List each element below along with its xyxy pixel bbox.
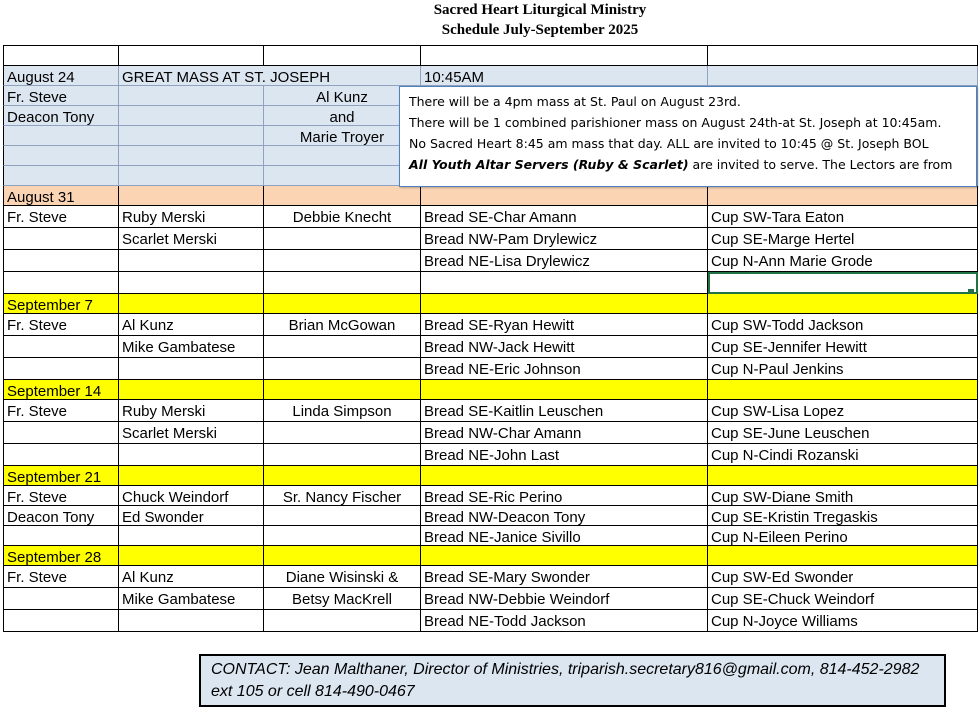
cup-cell[interactable]: Cup N-Paul Jenkins xyxy=(708,358,978,380)
note-emphasis: All Youth Altar Servers (Ruby & Scarlet) xyxy=(409,157,689,172)
table-row xyxy=(3,486,978,506)
cell[interactable] xyxy=(708,466,978,486)
table-row xyxy=(3,526,978,546)
table-row xyxy=(3,314,978,336)
cell[interactable] xyxy=(119,294,264,314)
cell[interactable] xyxy=(264,186,421,206)
table-row xyxy=(3,250,978,272)
server-cell[interactable]: Ed Swonder xyxy=(119,506,264,526)
lector-cell[interactable]: Debbie Knecht xyxy=(264,206,421,228)
bread-cell[interactable]: Bread NW-Deacon Tony xyxy=(421,506,708,526)
table-row xyxy=(3,422,978,444)
priest-cell[interactable]: Fr. Steve xyxy=(3,400,119,422)
cell[interactable] xyxy=(421,45,708,66)
cell[interactable] xyxy=(119,146,264,166)
bread-cell[interactable]: Bread NE-Todd Jackson xyxy=(421,610,708,632)
server-cell[interactable] xyxy=(119,610,264,632)
cell[interactable] xyxy=(264,546,421,566)
bread-cell[interactable]: Bread SE-Kaitlin Leuschen xyxy=(421,400,708,422)
cell[interactable] xyxy=(119,546,264,566)
cell[interactable] xyxy=(264,146,421,166)
server-cell[interactable]: Ruby Merski xyxy=(119,400,264,422)
priest-cell[interactable] xyxy=(3,444,119,466)
cup-cell[interactable]: Cup SW-Todd Jackson xyxy=(708,314,978,336)
cell[interactable] xyxy=(421,380,708,400)
server-cell[interactable] xyxy=(119,444,264,466)
cell[interactable] xyxy=(119,166,264,186)
cup-cell[interactable]: Cup N-Ann Marie Grode xyxy=(708,250,978,272)
priest-cell[interactable] xyxy=(3,526,119,546)
bread-cell[interactable]: Bread SE-Ric Perino xyxy=(421,486,708,506)
note-line-rest: are invited to serve. The Lectors are from xyxy=(688,157,953,172)
cell[interactable] xyxy=(3,126,119,146)
cell[interactable]: and xyxy=(264,106,421,126)
priest-cell[interactable]: Deacon Tony xyxy=(3,506,119,526)
bread-cell[interactable]: Bread SE-Char Amann xyxy=(421,206,708,228)
cell[interactable] xyxy=(3,45,119,66)
week-date[interactable]: September 14 xyxy=(3,380,119,400)
server-cell[interactable] xyxy=(119,272,264,294)
note-line: No Sacred Heart 8:45 am mass that day. ALL are invited to 10:45 @ St. Joseph BOL xyxy=(409,136,929,151)
table-row xyxy=(3,336,978,358)
lector-cell[interactable]: Sr. Nancy Fischer xyxy=(264,486,421,506)
server-cell[interactable]: Scarlet Merski xyxy=(119,422,264,444)
lector-cell[interactable] xyxy=(264,422,421,444)
cell[interactable] xyxy=(708,294,978,314)
server-cell[interactable]: Ruby Merski xyxy=(119,206,264,228)
bread-cell[interactable]: Bread NW-Pam Drylewicz xyxy=(421,228,708,250)
bread-cell[interactable]: Bread NE-Eric Johnson xyxy=(421,358,708,380)
week-header-row xyxy=(3,546,978,566)
page-subtitle: Schedule July-September 2025 xyxy=(441,22,639,38)
lector-cell[interactable] xyxy=(264,358,421,380)
cup-cell[interactable]: Cup N-Joyce Williams xyxy=(708,610,978,632)
cell[interactable] xyxy=(421,546,708,566)
table-row xyxy=(3,400,978,422)
lector-cell[interactable] xyxy=(264,610,421,632)
cup-cell[interactable]: Cup SW-Diane Smith xyxy=(708,486,978,506)
cell[interactable] xyxy=(708,186,978,206)
table-row xyxy=(3,358,978,380)
note-line xyxy=(409,154,967,175)
server-cell[interactable]: Mike Gambatese xyxy=(119,588,264,610)
priest-cell[interactable] xyxy=(3,358,119,380)
cell[interactable] xyxy=(119,126,264,146)
priest-cell[interactable] xyxy=(3,250,119,272)
time-cell[interactable]: 10:45AM xyxy=(421,66,708,86)
bread-cell[interactable]: Bread NW-Debbie Weindorf xyxy=(421,588,708,610)
server-cell[interactable] xyxy=(119,358,264,380)
cup-cell[interactable]: Cup N-Cindi Rozanski xyxy=(708,444,978,466)
table-row xyxy=(3,206,978,228)
cell[interactable] xyxy=(264,45,421,66)
cell[interactable] xyxy=(708,380,978,400)
lector-cell[interactable]: Diane Wisinski & xyxy=(264,566,421,588)
cell[interactable] xyxy=(421,294,708,314)
week-date[interactable]: September 28 xyxy=(3,546,119,566)
table-row xyxy=(3,566,978,588)
contact-textbox[interactable]: CONTACT: Jean Malthaner, Director of Ministries, triparish.secretary816@gmail.com, 814-452-2982 ext 105 or cell 814-490-0467 xyxy=(199,654,946,707)
cup-cell[interactable]: Cup SE-June Leuschen xyxy=(708,422,978,444)
table-row xyxy=(3,444,978,466)
cell[interactable]: Fr. Steve xyxy=(3,86,119,106)
cell[interactable]: Marie Troyer xyxy=(264,126,421,146)
week-date[interactable]: August 31 xyxy=(3,186,119,206)
bread-cell[interactable]: Bread NE-Janice Sivillo xyxy=(421,526,708,546)
cell[interactable]: Deacon Tony xyxy=(3,106,119,126)
priest-cell[interactable] xyxy=(3,422,119,444)
cell[interactable] xyxy=(119,86,264,106)
cup-cell[interactable]: Cup SE-Marge Hertel xyxy=(708,228,978,250)
cell[interactable] xyxy=(264,166,421,186)
lector-cell[interactable] xyxy=(264,336,421,358)
server-cell[interactable]: Al Kunz xyxy=(119,566,264,588)
cell[interactable] xyxy=(708,546,978,566)
cell[interactable] xyxy=(3,166,119,186)
selected-cell[interactable] xyxy=(708,272,978,294)
priest-cell[interactable] xyxy=(3,336,119,358)
server-cell[interactable]: Al Kunz xyxy=(119,314,264,336)
cell[interactable] xyxy=(264,466,421,486)
cell[interactable] xyxy=(119,45,264,66)
bread-cell[interactable]: Bread SE-Ryan Hewitt xyxy=(421,314,708,336)
cup-cell[interactable]: Cup SW-Lisa Lopez xyxy=(708,400,978,422)
lector-cell[interactable] xyxy=(264,228,421,250)
server-cell[interactable]: Scarlet Merski xyxy=(119,228,264,250)
bread-cell[interactable]: Bread NE-John Last xyxy=(421,444,708,466)
lector-cell[interactable] xyxy=(264,444,421,466)
cell[interactable]: Al Kunz xyxy=(264,86,421,106)
bread-cell[interactable]: Bread SE-Mary Swonder xyxy=(421,566,708,588)
cell[interactable] xyxy=(708,45,978,66)
week-header-row xyxy=(3,380,978,400)
priest-cell[interactable] xyxy=(3,228,119,250)
table-row xyxy=(3,588,978,610)
event-cell[interactable]: GREAT MASS AT ST. JOSEPH xyxy=(119,66,421,86)
week-date[interactable]: September 21 xyxy=(3,466,119,486)
date-cell[interactable]: August 24 xyxy=(3,66,119,86)
server-cell[interactable]: Mike Gambatese xyxy=(119,336,264,358)
priest-cell[interactable]: Fr. Steve xyxy=(3,314,119,336)
note-textbox[interactable] xyxy=(399,86,977,187)
lector-cell[interactable] xyxy=(264,272,421,294)
week-header-row xyxy=(3,294,978,314)
bread-cell[interactable]: Bread NW-Char Amann xyxy=(421,422,708,444)
lector-cell[interactable] xyxy=(264,506,421,526)
cell[interactable] xyxy=(708,66,978,86)
lector-cell[interactable]: Linda Simpson xyxy=(264,400,421,422)
cell[interactable] xyxy=(3,146,119,166)
cup-cell[interactable]: Cup SE-Chuck Weindorf xyxy=(708,588,978,610)
lector-cell[interactable]: Betsy MacKrell xyxy=(264,588,421,610)
lector-cell[interactable] xyxy=(264,250,421,272)
table-row xyxy=(3,228,978,250)
server-cell[interactable] xyxy=(119,250,264,272)
table-row xyxy=(3,66,978,86)
cell[interactable] xyxy=(119,186,264,206)
table-row xyxy=(3,45,978,66)
cell[interactable] xyxy=(119,106,264,126)
page-title: Sacred Heart Liturgical Ministry xyxy=(433,2,647,18)
cell[interactable] xyxy=(264,294,421,314)
cell[interactable] xyxy=(264,380,421,400)
cup-cell[interactable]: Cup SE-Kristin Tregaskis xyxy=(708,506,978,526)
note-line: There will be 1 combined parishioner mass on August 24th-at St. Joseph at 10:45am. xyxy=(409,115,942,130)
week-date[interactable]: September 7 xyxy=(3,294,119,314)
cell[interactable] xyxy=(421,186,708,206)
lector-cell[interactable]: Brian McGowan xyxy=(264,314,421,336)
server-cell[interactable]: Chuck Weindorf xyxy=(119,486,264,506)
cup-cell[interactable]: Cup SW-Ed Swonder xyxy=(708,566,978,588)
cup-cell[interactable]: Cup SW-Tara Eaton xyxy=(708,206,978,228)
bread-cell[interactable]: Bread NW-Jack Hewitt xyxy=(421,336,708,358)
priest-cell[interactable]: Fr. Steve xyxy=(3,486,119,506)
bread-cell[interactable] xyxy=(421,272,708,294)
priest-cell[interactable] xyxy=(3,610,119,632)
cup-cell[interactable]: Cup N-Eileen Perino xyxy=(708,526,978,546)
note-line: There will be a 4pm mass at St. Paul on August 23rd. xyxy=(409,94,741,109)
lector-cell[interactable] xyxy=(264,526,421,546)
cell[interactable] xyxy=(119,466,264,486)
priest-cell[interactable] xyxy=(3,272,119,294)
week-header-row xyxy=(3,186,978,206)
cell[interactable] xyxy=(119,380,264,400)
priest-cell[interactable]: Fr. Steve xyxy=(3,566,119,588)
table-row xyxy=(3,610,978,632)
cell[interactable] xyxy=(421,466,708,486)
server-cell[interactable] xyxy=(119,526,264,546)
table-row xyxy=(3,506,978,526)
cup-cell[interactable]: Cup SE-Jennifer Hewitt xyxy=(708,336,978,358)
table-row xyxy=(3,272,978,294)
priest-cell[interactable] xyxy=(3,588,119,610)
bread-cell[interactable]: Bread NE-Lisa Drylewicz xyxy=(421,250,708,272)
week-header-row xyxy=(3,466,978,486)
priest-cell[interactable]: Fr. Steve xyxy=(3,206,119,228)
